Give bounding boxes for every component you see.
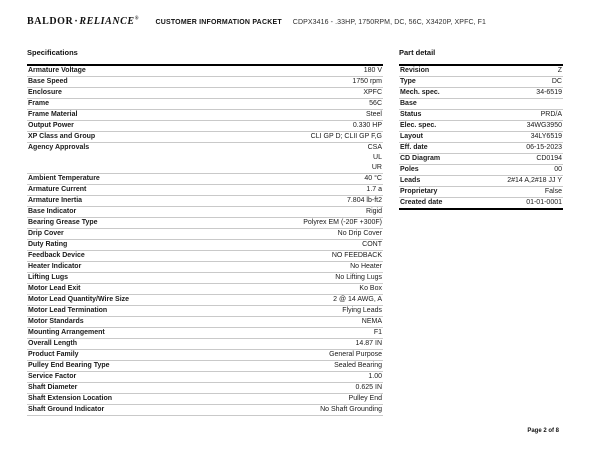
row-label: Leads [400,176,421,184]
table-row [27,207,383,218]
row-label: Product Family [28,350,79,358]
table-row [27,339,383,350]
table-row [399,77,563,88]
row-value: 0.330 HP [352,122,382,130]
table-row [27,328,383,339]
document-header [27,16,570,27]
row-label: Armature Current [28,185,87,193]
table-row [399,165,563,176]
table-row [27,372,383,383]
row-value: XPFC [363,89,382,97]
row-label: Base Speed [28,78,68,86]
row-value: 1750 rpm [352,78,382,86]
table-row [27,132,383,143]
row-value: 180 V [363,67,382,75]
row-label: Agency Approvals [28,143,90,151]
row-label: Shaft Diameter [28,383,78,391]
row-value: NEMA [361,317,382,325]
row-label: Overall Length [28,339,78,347]
row-value: 14.87 IN [355,339,382,347]
logo-separator: · [74,16,79,27]
table-row [27,218,383,229]
table-row [27,262,383,273]
row-label: Armature Inertia [28,196,83,204]
row-label: Base [400,100,417,108]
table-row [27,295,383,306]
table-row [27,240,383,251]
row-value: 40 °C [364,174,382,182]
row-label: Feedback Device [28,251,85,259]
row-value: 0.625 IN [355,383,382,391]
row-value: 1.00 [368,372,382,380]
part-detail-heading: Part detail [399,48,436,57]
row-label: Service Factor [28,372,77,380]
table-row [27,317,383,328]
row-label: Duty Rating [28,240,68,248]
row-value: General Purpose [329,350,382,358]
row-label: Motor Lead Termination [28,306,108,314]
logo-reliance-text: RELIANCE [79,16,135,27]
row-label: Mech. spec. [400,89,440,97]
document-title: CUSTOMER INFORMATION PACKET [155,19,282,26]
row-value: Steel [366,111,382,119]
row-label: Layout [400,133,423,140]
row-label: Bearing Grease Type [28,218,98,226]
table-row [27,229,383,240]
row-label: Revision [400,67,430,75]
row-value: 00 [554,165,562,173]
baldor-reliance-logo [27,16,138,27]
row-label: Status [400,111,422,119]
table-row [27,174,383,185]
row-label: Ambient Temperature [28,174,100,182]
part-detail-section [399,48,563,416]
table-row [27,383,383,394]
row-value: CLI GP D; CLII GP F,G [310,133,382,140]
table-row [399,143,563,154]
table-row [399,132,563,143]
logo-baldor-text: BALDOR [27,16,74,27]
row-label: CD Diagram [400,154,441,162]
table-row [399,66,563,77]
page-indicator: Page 2 of 8 [527,428,559,434]
table-row [399,88,563,99]
row-value: 56C [369,100,382,108]
table-row [27,405,383,416]
row-value: CD0194 [536,154,562,162]
row-value: DC [551,78,562,86]
row-value: 34WG3950 [526,122,562,130]
part-detail-table [399,64,563,210]
content-columns [27,48,563,416]
table-row [27,273,383,284]
table-row [27,66,383,77]
row-value: False [544,187,562,195]
table-row [27,88,383,99]
row-label: Armature Voltage [28,67,86,75]
row-value: 7.804 lb-ft2 [346,196,382,204]
row-value: 1.7 a [366,185,382,193]
table-row [27,185,383,196]
row-value: No Lifting Lugs [335,273,382,281]
row-value: CONT [362,240,382,248]
row-label: Motor Standards [28,317,84,325]
row-value: No Drip Cover [337,229,382,237]
row-value: NO FEEDBACK [331,251,382,259]
table-row [399,176,563,187]
table-row [27,361,383,372]
row-value [368,144,382,172]
table-row [27,121,383,132]
row-value: Sealed Bearing [334,361,382,369]
catalog-part-number: CDPX3416 - .33HP, 1750RPM, DC, 56C, X3420P, XPFC, F1 [292,19,487,26]
row-value: Flying Leads [342,306,382,314]
row-value: Ko Box [359,284,382,292]
row-label: Lifting Lugs [28,273,69,281]
row-label: Frame Material [28,111,78,119]
table-row [27,77,383,88]
row-label: Eff. date [400,143,428,151]
row-value-line: CSA [367,143,382,151]
row-value: Rigid [366,207,382,215]
specifications-table [27,64,383,416]
row-value: 34LY6519 [530,133,562,140]
table-row [399,187,563,198]
table-row [399,99,563,110]
table-row [399,121,563,132]
table-row [27,110,383,121]
row-label: Output Power [28,122,74,130]
row-label: Base Indicator [28,207,77,215]
row-value-line: UR [371,163,382,171]
table-row [27,306,383,317]
table-row [27,350,383,361]
table-row [27,394,383,405]
row-label: Heater Indicator [28,262,82,270]
table-row [27,99,383,110]
specifications-section [27,48,383,416]
row-label: Frame [28,100,50,108]
row-label: Mounting Arrangement [28,328,105,336]
row-value: No Shaft Grounding [320,405,382,413]
row-label: Pulley End Bearing Type [28,361,110,369]
row-label: Type [400,78,416,86]
row-label: Motor Lead Exit [28,284,81,292]
registered-trademark-icon: ® [134,16,139,22]
table-row [399,110,563,121]
row-value: 2#14 A,2#18 JJ Y [507,176,562,184]
row-value: 01-01-0001 [526,198,562,206]
row-label: Motor Lead Quantity/Wire Size [28,295,130,303]
row-label: Shaft Extension Location [28,394,113,402]
row-value: Pulley End [348,394,382,402]
row-value: 2 @ 14 AWG, A [333,295,382,303]
row-label: Created date [400,198,443,206]
specifications-heading: Specifications [27,48,78,57]
row-value-line: UL [373,153,382,161]
column-gap [383,48,399,416]
row-value: No Heater [350,262,382,270]
table-row [27,284,383,295]
table-row [27,143,383,174]
table-row [27,196,383,207]
table-row [399,154,563,165]
row-label: Poles [400,165,419,173]
row-label: Elec. spec. [400,122,437,130]
row-label: Shaft Ground Indicator [28,405,105,413]
row-value: Polyrex EM (-20F +300F) [303,218,382,226]
row-value: Z [557,67,562,75]
table-row [399,198,563,210]
table-row [27,251,383,262]
row-value: F1 [373,328,382,336]
row-value: 34-6519 [536,89,562,97]
row-value: PRD/A [540,111,562,119]
row-label: Proprietary [400,187,438,195]
row-label: XP Class and Group [28,133,96,140]
row-label: Drip Cover [28,229,64,237]
row-value: 06-15-2023 [526,143,562,151]
row-label: Enclosure [28,89,62,97]
